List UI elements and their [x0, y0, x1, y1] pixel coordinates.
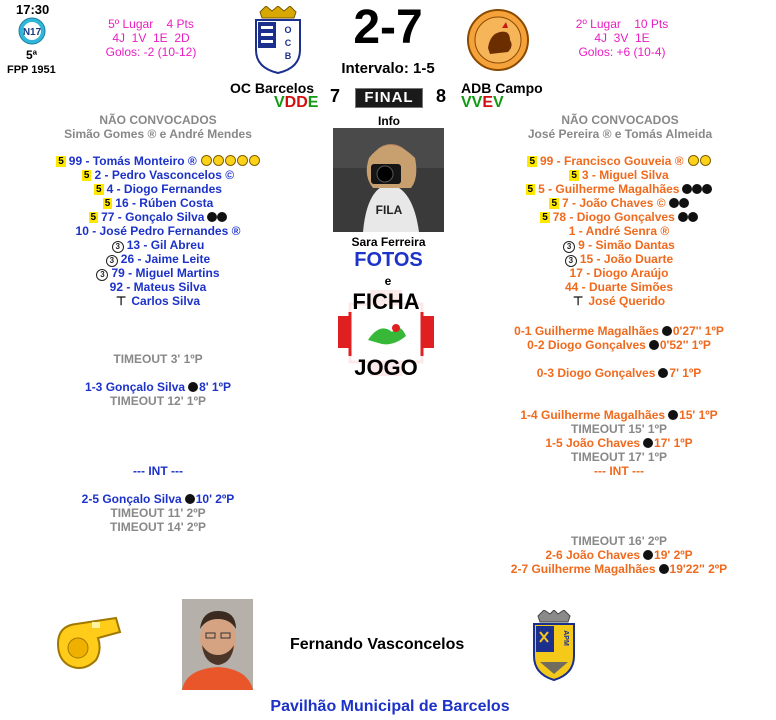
form-result: V: [471, 94, 483, 111]
match-sheet-bottom-text: JOGO: [354, 355, 418, 380]
gold-ball-icon: [700, 155, 711, 166]
player-row[interactable]: [494, 294, 744, 308]
gold-ball-icon: [688, 155, 699, 166]
ball-icon: [678, 212, 688, 222]
away-goal-7: [494, 562, 744, 576]
player-row[interactable]: [30, 210, 286, 224]
away-goal-2-time: 0'52'' 1ºP: [659, 338, 711, 352]
player-name: 44 - Duarte Simões: [564, 280, 674, 294]
form-result: V: [274, 94, 285, 111]
card-count-badge: 5: [96, 184, 102, 195]
svg-text:FILA: FILA: [375, 203, 403, 217]
coach-icon: ⊤: [572, 294, 584, 308]
away-fouls: 8: [436, 86, 447, 106]
card-count-badge: 5: [104, 198, 111, 209]
home-fouls: 7: [330, 86, 341, 106]
home-not-called-title: NÃO CONVOCADOS: [99, 113, 217, 127]
home-timeout-2: TIMEOUT 12' 1ºP: [110, 394, 206, 408]
home-team-crest-icon[interactable]: [250, 6, 306, 74]
player-row[interactable]: [30, 252, 286, 266]
final-score: 2-7: [353, 1, 423, 54]
player-name: 5 - Guilherme Magalhães: [538, 182, 680, 196]
player-row[interactable]: [494, 168, 744, 182]
player-row[interactable]: [494, 280, 744, 294]
away-goal-6-score: 2-6 João Chaves: [545, 548, 641, 562]
home-not-called: [40, 113, 276, 141]
player-name: 79 - Miguel Martins: [111, 266, 220, 280]
final-status-badge: [355, 88, 423, 108]
away-interval: --- INT ---: [594, 464, 644, 478]
away-form: [461, 94, 504, 112]
player-row[interactable]: [30, 224, 286, 238]
apm-crest-text: APM: [562, 630, 569, 646]
away-goal-3-score: 0-3 Diogo Gonçalves: [536, 366, 656, 380]
away-standing-goals: Golos: +6 (10-4): [578, 45, 666, 59]
match-sheet-top-text: FICHA: [352, 289, 420, 314]
ball-icon: [668, 410, 678, 420]
game-time: 17:30: [16, 2, 50, 17]
player-name: 3 - Miguel Silva: [581, 168, 669, 182]
away-goal-1: [494, 324, 744, 338]
match-sheet-logo-icon[interactable]: [334, 286, 438, 380]
card-count-badge: 5: [527, 184, 534, 195]
player-name: 92 - Mateus Silva: [109, 280, 207, 294]
three-circle-icon: 3: [565, 255, 577, 267]
away-player-list: [494, 154, 744, 308]
away-goal-5: [494, 436, 744, 450]
player-name: 4 - Diogo Fernandes: [106, 182, 222, 196]
svg-text:C: C: [284, 38, 292, 48]
info-label: Info: [378, 114, 400, 128]
player-name: 10 - José Pedro Fernandes ®: [75, 224, 241, 238]
coach-icon: ⊤: [115, 294, 127, 308]
svg-text:B: B: [284, 51, 292, 61]
player-name: 16 - Rúben Costa: [115, 196, 214, 210]
home-goal-1: [50, 380, 266, 394]
player-name: Carlos Silva: [131, 294, 201, 308]
player-name: 99 - Tomás Monteiro ®: [68, 154, 197, 168]
home-standing-goals: Golos: -2 (10-12): [105, 45, 197, 59]
home-standing-record: 4J 1V 1E 2D: [112, 31, 190, 45]
association-crest-icon: [530, 610, 578, 682]
home-standing: [96, 17, 206, 59]
player-row[interactable]: [30, 182, 286, 196]
home-goal-2-time: 10' 2ºP: [195, 492, 235, 506]
gold-ball-icon: [225, 155, 236, 166]
three-circle-icon: 3: [106, 255, 118, 267]
away-team-name[interactable]: ADB Campo: [461, 80, 543, 96]
away-goal-6-time: 19' 2ºP: [654, 548, 693, 562]
competition-name: FPP 1951: [7, 64, 56, 76]
ball-icon: [679, 198, 689, 208]
card-count-badge: 5: [58, 156, 64, 167]
away-goal-1-time: 0'27'' 1ºP: [672, 324, 724, 338]
form-result: E: [482, 94, 494, 111]
card-count-badge: 5: [551, 198, 557, 209]
form-result: V: [493, 94, 504, 111]
player-row[interactable]: [494, 154, 744, 168]
form-result: D: [284, 94, 297, 111]
ball-icon: [669, 198, 679, 208]
player-row[interactable]: [30, 266, 286, 280]
away-not-called-names: José Pereira ® e Tomás Almeida: [527, 127, 713, 141]
player-name: 17 - Diogo Araújo: [569, 266, 669, 280]
three-circle-icon: 3: [563, 241, 575, 253]
home-goal-1-score: 1-3 Gonçalo Silva: [85, 380, 186, 394]
player-row[interactable]: [30, 238, 286, 252]
ball-icon: [188, 382, 198, 392]
away-goal-7-score: 2-7 Guilherme Magalhães: [510, 562, 656, 576]
ball-icon: [659, 564, 669, 574]
gold-ball-icon: [201, 155, 212, 166]
away-goal-6: [494, 548, 744, 562]
player-row[interactable]: [30, 280, 286, 294]
home-player-list: [30, 154, 286, 308]
away-goal-4: [494, 408, 744, 422]
player-row[interactable]: [494, 252, 744, 266]
ball-icon: [649, 340, 659, 350]
home-goal-2-score: 2-5 Gonçalo Silva: [81, 492, 182, 506]
venue-name[interactable]: Pavilhão Municipal de Barcelos: [270, 698, 510, 715]
home-timeout-1: TIMEOUT 3' 1ºP: [113, 352, 203, 366]
competition-logo-icon: [18, 17, 46, 45]
card-count-badge: 5: [529, 156, 535, 167]
round-number: 5ª: [26, 48, 38, 62]
away-not-called: [500, 113, 740, 141]
away-timeout-2: TIMEOUT 17' 1ºP: [571, 450, 667, 464]
away-goal-3: [494, 366, 744, 380]
player-name: 99 - Francisco Gouveia ®: [540, 154, 684, 168]
player-name: 7 - João Chaves ©: [562, 196, 666, 210]
away-goal-2-score: 0-2 Diogo Gonçalves: [527, 338, 646, 352]
away-goal-5-score: 1-5 João Chaves: [545, 436, 641, 450]
player-name: 2 - Pedro Vasconcelos ©: [94, 168, 235, 182]
photographer-photo[interactable]: [333, 128, 444, 232]
away-not-called-title: NÃO CONVOCADOS: [561, 113, 679, 127]
home-timeout-3: TIMEOUT 11' 2ºP: [110, 506, 206, 520]
halftime-score: Intervalo: 1-5: [341, 60, 435, 77]
and-label: e: [384, 274, 392, 288]
referee-photo[interactable]: [182, 599, 253, 690]
away-goal-4-time: 15' 1ºP: [679, 408, 718, 422]
home-not-called-names: Simão Gomes ® e André Mendes: [64, 127, 252, 141]
home-standing-place: 5º Lugar 4 Pts: [108, 17, 194, 31]
away-goal-7-time: 19'22'' 2ºP: [669, 562, 728, 576]
home-team-name[interactable]: OC Barcelos: [230, 80, 315, 96]
card-count-badge: 5: [571, 170, 577, 181]
player-row[interactable]: [494, 266, 744, 280]
form-result: D: [296, 94, 308, 111]
n17-logo-text: N17: [22, 27, 42, 38]
ball-icon: [662, 326, 672, 336]
player-name: 1 - André Senra ®: [568, 224, 670, 238]
player-row[interactable]: [494, 210, 744, 224]
player-row[interactable]: [30, 294, 286, 308]
away-timeout-1: TIMEOUT 15' 1ºP: [571, 422, 667, 436]
player-row[interactable]: [494, 182, 744, 196]
player-row[interactable]: [494, 224, 744, 238]
form-result: E: [307, 94, 319, 111]
whistle-icon: [52, 614, 124, 672]
away-goal-1-score: 0-1 Guilherme Magalhães: [514, 324, 659, 338]
away-standing-record: 4J 3V 1E: [594, 31, 650, 45]
away-goal-4-score: 1-4 Guilherme Magalhães: [520, 408, 666, 422]
ball-icon: [643, 550, 653, 560]
player-name: 78 - Diogo Gonçalves: [552, 210, 675, 224]
player-row[interactable]: [494, 238, 744, 252]
player-name: José Querido: [588, 294, 666, 308]
ball-icon: [688, 212, 698, 222]
home-goal-2: [50, 492, 266, 506]
card-count-badge: 5: [90, 212, 97, 223]
player-name: 13 - Gil Abreu: [126, 238, 205, 252]
away-goal-3-time: 7' 1ºP: [669, 366, 702, 380]
photos-link[interactable]: FOTOS: [354, 249, 423, 271]
ball-icon: [682, 184, 692, 194]
home-timeout-4: TIMEOUT 14' 2ºP: [110, 520, 206, 534]
three-circle-icon: 3: [96, 269, 108, 281]
ball-icon: [185, 494, 195, 504]
player-name: 77 - Gonçalo Silva: [101, 210, 205, 224]
ball-icon: [702, 184, 712, 194]
player-name: 9 - Simão Dantas: [578, 238, 675, 252]
card-count-badge: 5: [542, 212, 548, 223]
home-goal-1-time: 8' 1ºP: [199, 380, 231, 394]
away-goal-5-time: 17' 1ºP: [654, 436, 693, 450]
away-timeout-3: TIMEOUT 16' 2ºP: [571, 534, 667, 548]
gold-ball-icon: [249, 155, 260, 166]
ball-icon: [217, 212, 227, 222]
away-goal-2: [494, 338, 744, 352]
player-row[interactable]: [30, 196, 286, 210]
player-name: 15 - João Duarte: [579, 252, 674, 266]
final-status-text: FINAL: [364, 89, 414, 106]
player-row[interactable]: [30, 154, 286, 168]
three-circle-icon: 3: [112, 241, 124, 253]
player-name: 26 - Jaime Leite: [120, 252, 211, 266]
ball-icon: [643, 438, 653, 448]
home-form: [274, 94, 318, 112]
referee-name: Fernando Vasconcelos: [290, 636, 465, 653]
photographer-name: Sara Ferreira: [351, 235, 426, 249]
home-interval: --- INT ---: [133, 464, 183, 478]
away-team-crest-icon[interactable]: [466, 8, 530, 72]
player-row[interactable]: [30, 168, 286, 182]
card-count-badge: 5: [83, 170, 90, 181]
form-result: V: [461, 94, 472, 111]
svg-text:O: O: [284, 25, 292, 35]
ball-icon: [692, 184, 702, 194]
ball-icon: [207, 212, 217, 222]
gold-ball-icon: [237, 155, 248, 166]
away-standing: [567, 17, 677, 59]
away-standing-place: 2º Lugar 10 Pts: [575, 17, 669, 31]
ball-icon: [658, 368, 668, 378]
gold-ball-icon: [213, 155, 224, 166]
player-row[interactable]: [494, 196, 744, 210]
